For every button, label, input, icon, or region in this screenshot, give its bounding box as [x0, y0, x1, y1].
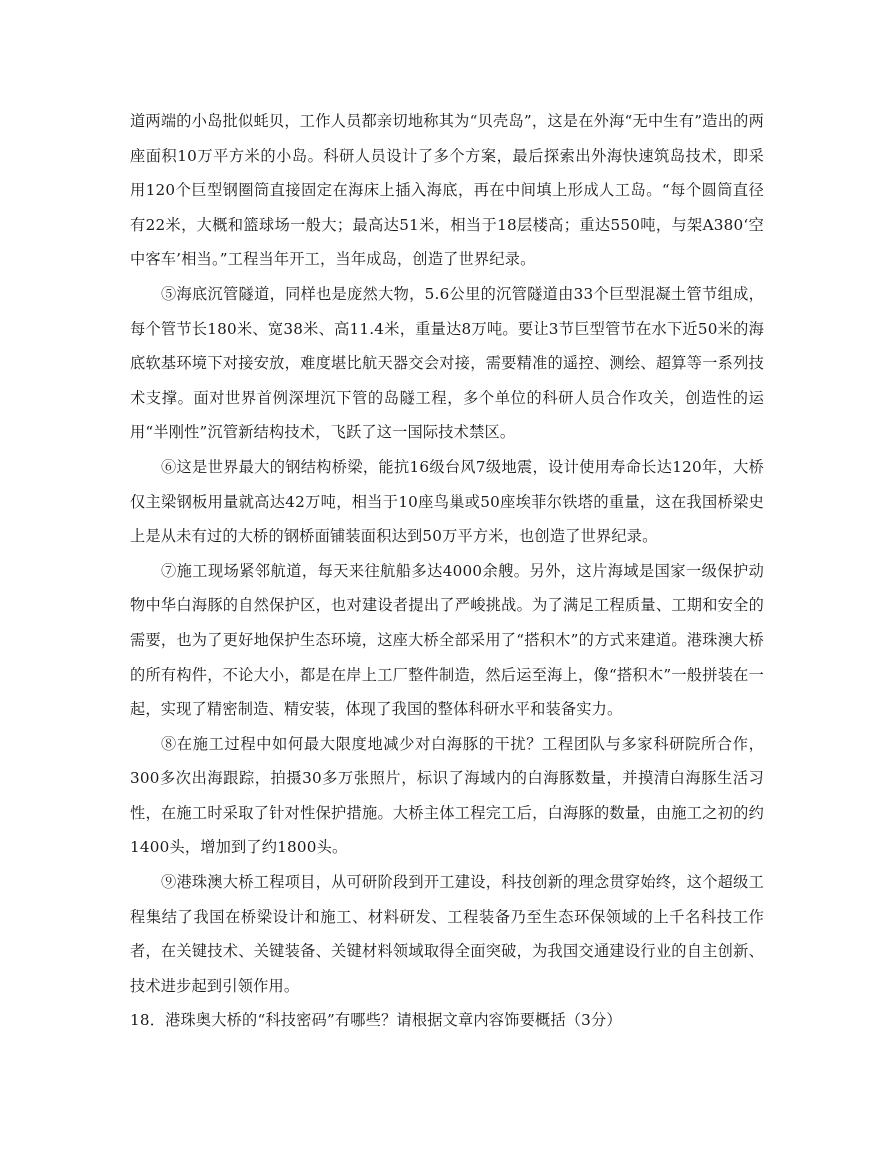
- question-18: 18．港珠奥大桥的“科技密码”有哪些？请根据文章内容饰要概括（3分）: [130, 1011, 622, 1030]
- paragraph-5: ⑤海底沉管隧道，同样也是庞然大物，5.6公里的沉管隧道由33个巨型混凝土管节组成，每个管节长180米、宽38米、高11.4米，重量达8万吨。要让3节巨型管节在水下近50米的海底软基环境下对接安放，难度堪比航天器交会对接，需要精准的遥控、测绘、超算等一系列技术支撑。面对世界首例深埋沉下管的岛隧工程，多个单位的科研人员合作攻关，创造性的运用“半刚性”沉管新结构技术，飞跃了这一国际技术禁区。: [130, 284, 764, 442]
- paragraph-8: ⑧在施工过程中如何最大限度地减少对白海豚的干扰？工程团队与多家科研院所合作，300多次出海跟踪，拍摄30多万张照片，标识了海域内的白海豚数量，并摸清白海豚生活习性，在施工时采取了针对性保护措施。大桥主体工程完工后，白海豚的数量，由施工之初的约1400头，增加到了约1800头。: [130, 734, 764, 857]
- paragraph-4-continued: 道两端的小岛批似蚝贝，工作人员都亲切地称其为“贝壳岛”，这是在外海“无中生有”造出的两座面积10万平方米的小岛。科研人员设计了多个方案，最后探索出外海快速筑岛技术，即采用120个巨型钢圈筒直接固定在海床上插入海底，再在中间填上形成人工岛。“每个圆筒直径有22米，大概和篮球场一般大；最高达51米，相当于18层楼高；重达550吨，与架A380‘空中客车’相当。”工程当年开工，当年成岛，创造了世界纪录。: [130, 112, 764, 269]
- paragraph-7: ⑦施工现场紧邻航道，每天来往航船多达4000余艘。另外，这片海域是国家一级保护动物中华白海豚的自然保护区，也对建设者提出了严峻挑战。为了满足工程质量、工期和安全的需要，也为了更好地保护生态环境，这座大桥全部采用了“搭积木”的方式来建道。港珠澳大桥的所有构件，不论大小，都是在岸上工厂整件制造，然后运至海上，像“搭积木”一般拼装在一起，实现了精密制造、精安装，体现了我国的整体科研水平和装备实力。: [130, 561, 764, 719]
- paragraph-6: ⑥这是世界最大的钢结构桥梁，能抗16级台风7级地震，设计使用寿命长达120年，大桥仅主梁钢板用量就高达42万吨，相当于10座鸟巢或50座埃菲尔铁塔的重量，这在我国桥梁史上是从未有过的大桥的钢桥面铺装面积达到50万平方米，也创造了世界纪录。: [130, 457, 764, 546]
- paragraph-9: ⑨港珠澳大桥工程项目，从可研阶段到开工建设，科技创新的理念贯穿始终，这个超级工程集结了我国在桥梁设计和施工、材料研发、工程装备乃至生态环保领域的上千名科技工作者，在关键技术、关键装备、关键材料领域取得全面突破，为我国交通建设行业的自主创新、技术进步起到引领作用。: [130, 873, 764, 995]
- document-page: [130, 104, 764, 1038]
